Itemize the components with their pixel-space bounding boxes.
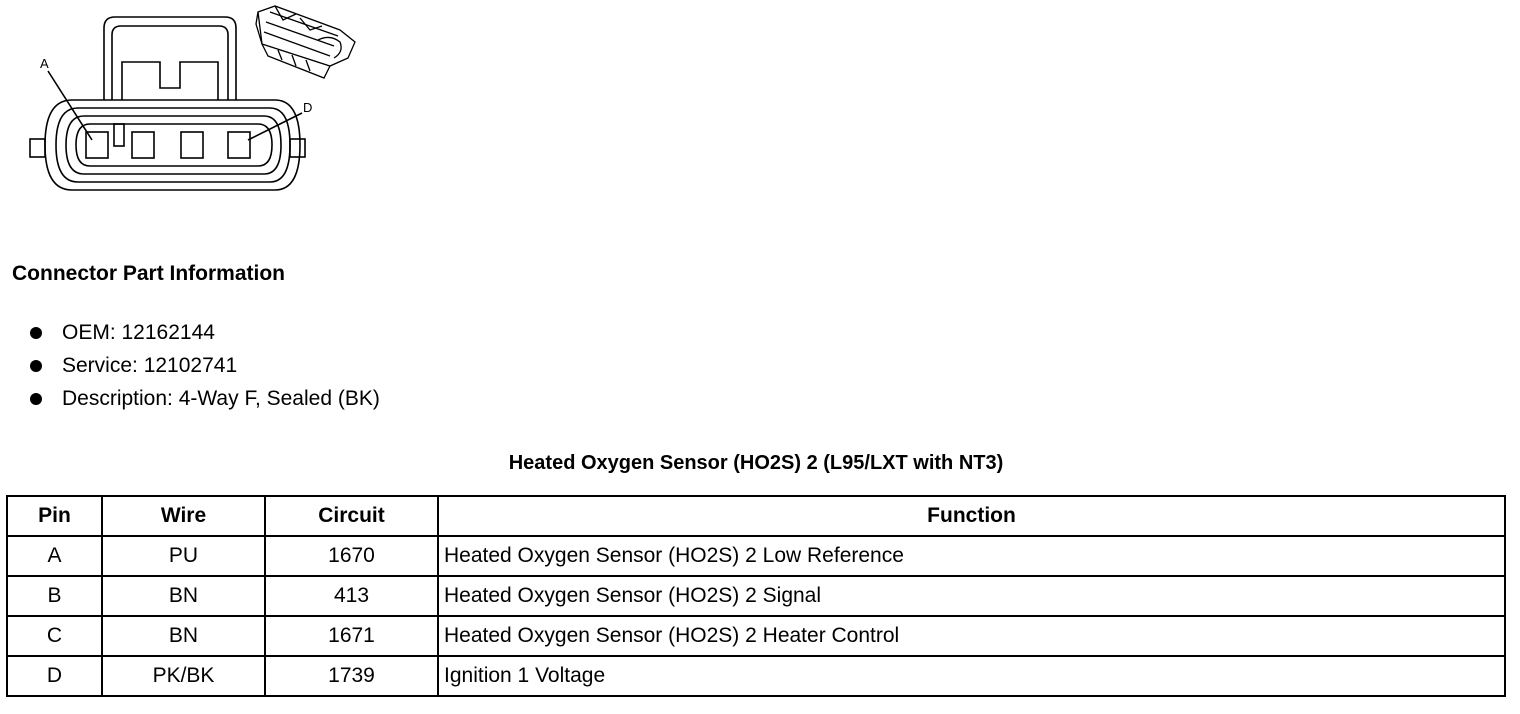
cell-circuit: 413 bbox=[265, 576, 438, 616]
leader-line-d bbox=[248, 113, 302, 140]
cell-function: Heated Oxygen Sensor (HO2S) 2 Low Reference bbox=[438, 536, 1505, 576]
cell-wire: PK/BK bbox=[102, 656, 265, 696]
list-item bbox=[30, 382, 380, 415]
cell-pin: C bbox=[7, 616, 102, 656]
cell-pin: A bbox=[7, 536, 102, 576]
part-info-list bbox=[30, 316, 380, 415]
cell-wire: BN bbox=[102, 616, 265, 656]
cell-function: Heated Oxygen Sensor (HO2S) 2 Signal bbox=[438, 576, 1505, 616]
header-wire: Wire bbox=[102, 496, 265, 536]
table-row bbox=[7, 576, 1505, 616]
cell-wire: BN bbox=[102, 576, 265, 616]
cell-function: Heated Oxygen Sensor (HO2S) 2 Heater Control bbox=[438, 616, 1505, 656]
cell-circuit: 1670 bbox=[265, 536, 438, 576]
section-title: Connector Part Information bbox=[12, 262, 286, 285]
pin-cavities bbox=[86, 124, 250, 158]
list-item bbox=[30, 316, 380, 349]
bullet-icon bbox=[30, 393, 42, 405]
connector-face-illustration bbox=[0, 0, 380, 215]
cell-pin: D bbox=[7, 656, 102, 696]
pin-label-a: A bbox=[40, 56, 49, 71]
table-title: Heated Oxygen Sensor (HO2S) 2 (L95/LXT with NT3) bbox=[508, 452, 1004, 474]
connector-lock-tab bbox=[104, 17, 236, 100]
table-row bbox=[7, 536, 1505, 576]
connector-body bbox=[30, 100, 305, 190]
header-pin: Pin bbox=[7, 496, 102, 536]
service-number: Service: 12102741 bbox=[62, 353, 238, 377]
header-circuit: Circuit bbox=[265, 496, 438, 536]
pin-cavity-b bbox=[132, 132, 154, 158]
table-row bbox=[7, 656, 1505, 696]
connector-description: Description: 4-Way F, Sealed (BK) bbox=[62, 386, 380, 410]
cell-pin: B bbox=[7, 576, 102, 616]
list-item bbox=[30, 349, 380, 382]
leader-line-a bbox=[48, 71, 92, 140]
pin-key bbox=[114, 124, 124, 146]
bullet-icon bbox=[30, 360, 42, 372]
pin-cavity-c bbox=[181, 132, 203, 158]
pinout-table bbox=[6, 495, 1506, 697]
table-row bbox=[7, 616, 1505, 656]
cell-circuit: 1739 bbox=[265, 656, 438, 696]
pin-label-d: D bbox=[303, 100, 313, 115]
pin-cavity-d bbox=[228, 132, 250, 158]
cell-function: Ignition 1 Voltage bbox=[438, 656, 1505, 696]
cell-circuit: 1671 bbox=[265, 616, 438, 656]
oem-number: OEM: 12162144 bbox=[62, 320, 215, 344]
connector-thumbnail bbox=[256, 6, 355, 78]
bullet-icon bbox=[30, 327, 42, 339]
table-header-row bbox=[7, 496, 1505, 536]
cell-wire: PU bbox=[102, 536, 265, 576]
header-function: Function bbox=[438, 496, 1505, 536]
